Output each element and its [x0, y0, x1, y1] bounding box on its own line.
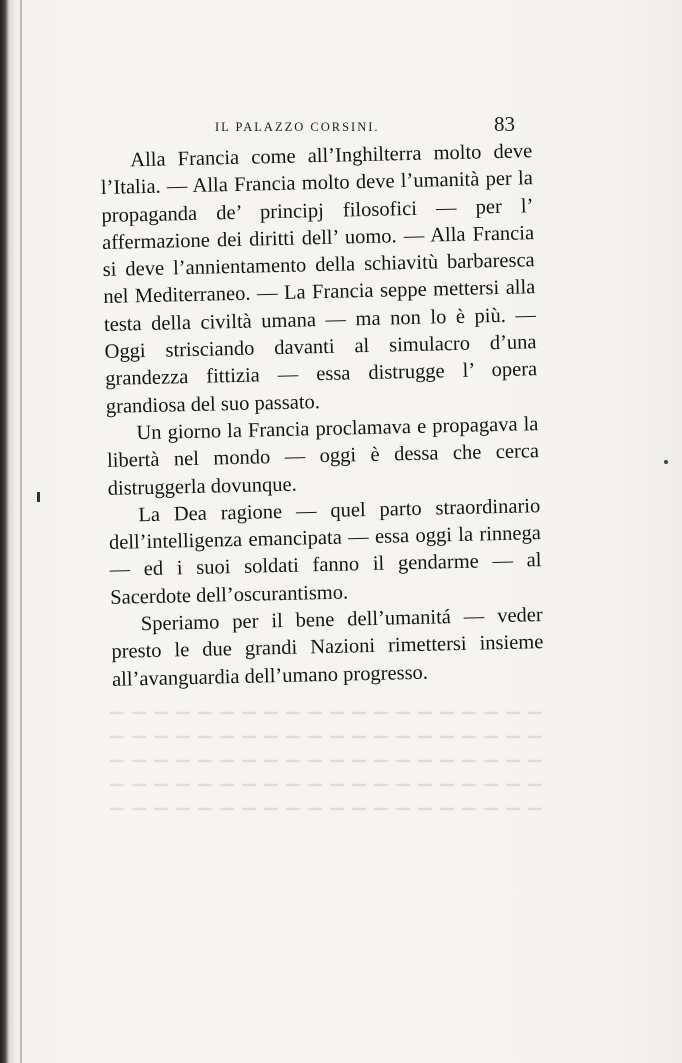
paragraph: Un giorno la Francia proclamava e propagava la libertà nel mondo — oggi è dessa che cerca distruggerla dovunque. [106, 413, 540, 500]
margin-mark [37, 492, 40, 502]
paragraph: La Dea ragione — quel parto straordinario dell’intelligenza emancipata — essa oggi la rinnega — ed i suoi soldati fanno il gendarme — al Sacerdote dell’oscurantismo. [108, 494, 542, 609]
gutter-shadow-line [20, 0, 22, 1063]
binding-gutter [0, 0, 9, 1063]
running-head: IL PALAZZO CORSINI. [215, 120, 380, 134]
bleed-through-line [110, 760, 550, 762]
bleed-through-text [110, 690, 550, 900]
bleed-through-line [110, 712, 550, 714]
bleed-through-line [110, 808, 550, 810]
bleed-through-line [110, 736, 550, 738]
page-number: 83 [494, 112, 515, 136]
page-header [215, 112, 515, 142]
paragraph: Speriamo per il bene dell’umanitá — veder presto le due grandi Nazioni rimettersi insieme all’avanguardia dell’umano progresso. [111, 604, 544, 691]
paragraph: Alla Francia come all’Inghilterra molto deve l’Italia. — Alla Francia molto deve l’umanità per la propaganda de’ principj filosofici — per l’ affermazione dei diritti dell’ uomo. — Alla Francia si deve l’annientamento della schiavitù barbaresca nel Mediterraneo. — La Francia seppe mettersi alla testa della civiltà umana — ma non lo è più. — Oggi strisciando davanti al simulacro d’una grandezza fittizia — essa distrugge l’ opera grandiosa del suo passato. [100, 140, 538, 418]
bleed-through-line [110, 784, 550, 786]
ink-speck [664, 460, 668, 464]
body-text [100, 138, 544, 694]
